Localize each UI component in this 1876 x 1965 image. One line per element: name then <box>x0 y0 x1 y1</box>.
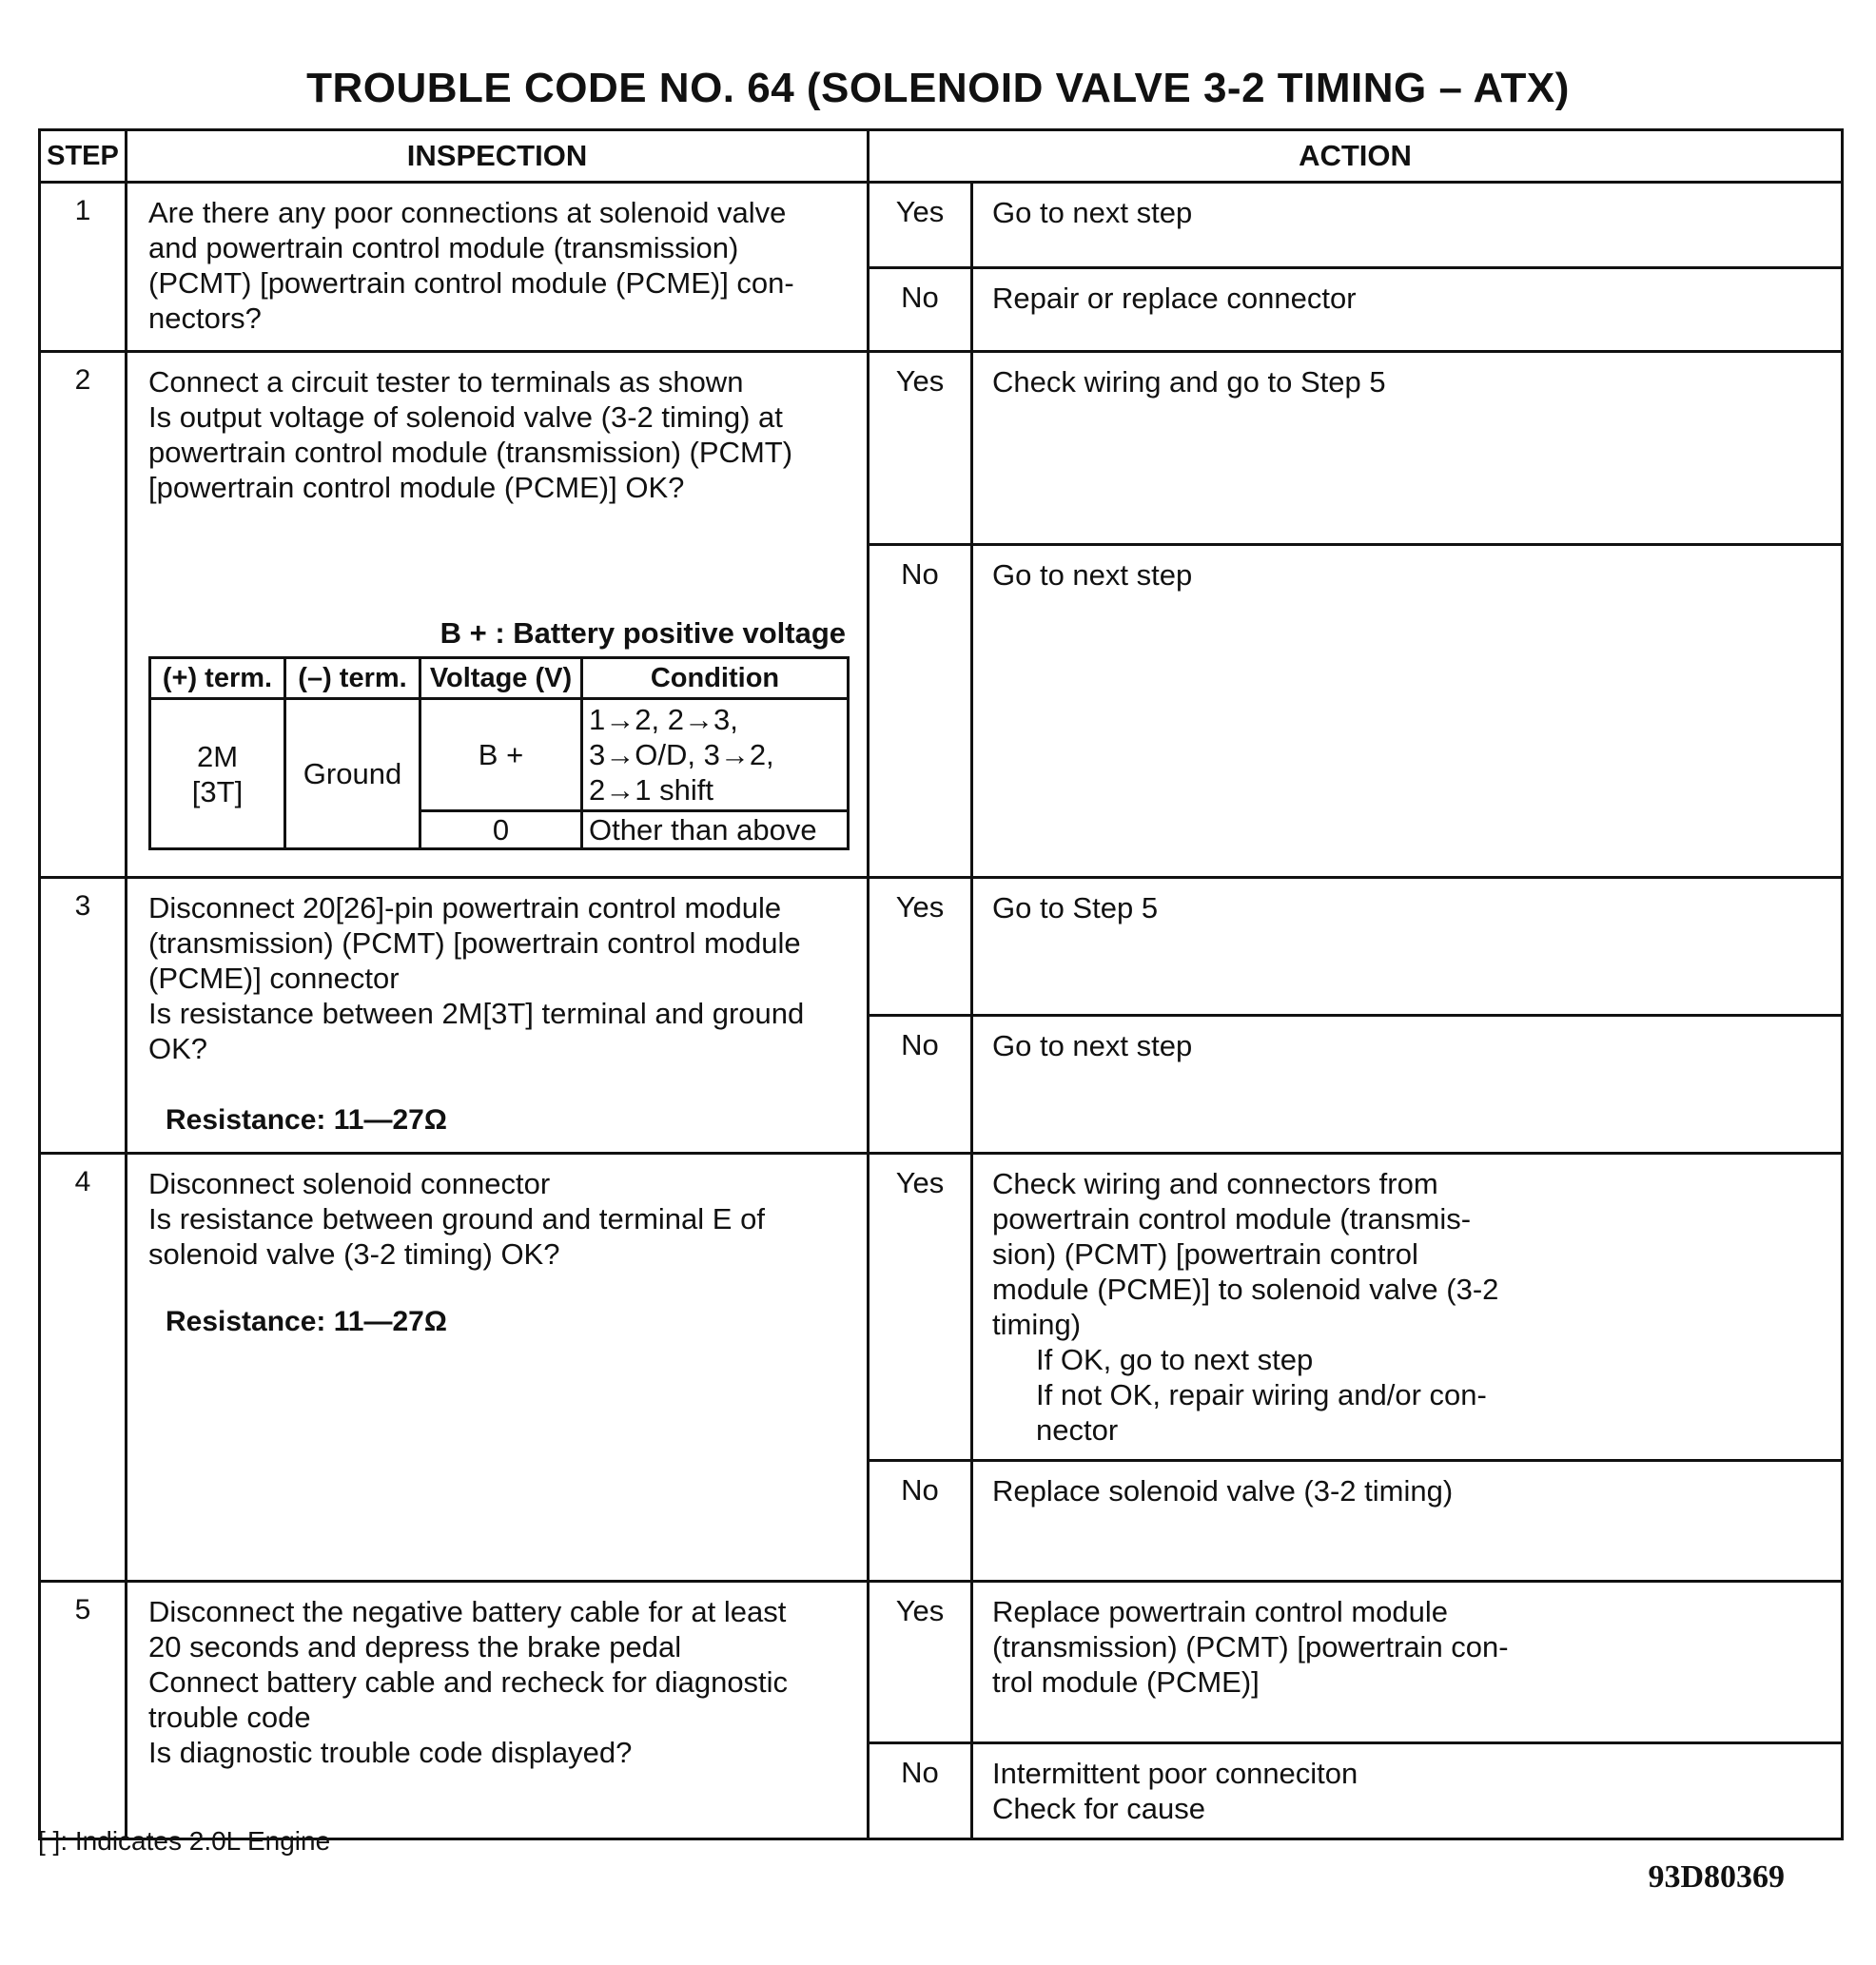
inspection-line: Disconnect solenoid connector <box>148 1167 551 1200</box>
figure-code: 93D80369 <box>1648 1859 1785 1895</box>
action-subline: If not OK, repair wiring and/or con- <box>1036 1378 1487 1411</box>
inspection-line: (transmission) (PCMT) [powertrain control module <box>148 926 801 960</box>
inspection-line: Is diagnostic trouble code displayed? <box>148 1736 633 1769</box>
yes-action <box>972 878 1843 1016</box>
step-3-inspection <box>127 878 869 1154</box>
action-subline: nector <box>1036 1413 1119 1447</box>
resistance-spec: Resistance: 11—27Ω <box>166 1104 447 1136</box>
voltage-header: Voltage (V) <box>420 658 582 699</box>
condition-line: 1→2, 2→3, <box>589 703 738 736</box>
inspection-line: Is resistance between 2M[3T] terminal and ground <box>148 997 805 1030</box>
action-line: Go to next step <box>992 558 1193 592</box>
action-line: Go to Step 5 <box>992 891 1159 924</box>
yes-label: Yes <box>869 1582 972 1743</box>
inspection-line: Disconnect the negative battery cable for at least <box>148 1595 787 1628</box>
action-line: Repair or replace connector <box>992 282 1357 315</box>
minus-term-cell: Ground <box>285 699 420 849</box>
voltage-cell: 0 <box>420 811 582 849</box>
voltage-row <box>150 699 849 811</box>
step-number: 4 <box>40 1154 127 1582</box>
condition-line: Other than above <box>589 813 817 846</box>
action-line: timing) <box>992 1308 1082 1341</box>
action-line: Replace solenoid valve (3-2 timing) <box>992 1474 1454 1508</box>
action-line: Check for cause <box>992 1792 1205 1825</box>
inspection-line: Connect a circuit tester to terminals as shown <box>148 365 744 399</box>
step-1-inspection <box>127 183 869 352</box>
no-label: No <box>869 1743 972 1839</box>
voltage-table-header <box>150 658 849 699</box>
inspection-line: (PCMT) [powertrain control module (PCME)] con- <box>148 266 794 300</box>
inspection-line: Connect battery cable and recheck for diagnostic <box>148 1665 789 1699</box>
inspection-line: (PCME)] connector <box>148 962 400 995</box>
footnote: [ ]: Indicates 2.0L Engine <box>38 1826 331 1856</box>
action-line: sion) (PCMT) [powertrain control <box>992 1237 1418 1271</box>
plus-term-header: (+) term. <box>150 658 285 699</box>
yes-label: Yes <box>869 183 972 268</box>
inspection-line: solenoid valve (3-2 timing) OK? <box>148 1237 560 1271</box>
diagnostic-table <box>38 128 1844 1840</box>
inspection-line: 20 seconds and depress the brake pedal <box>148 1630 682 1663</box>
condition-header: Condition <box>582 658 849 699</box>
step-4-yes-row <box>40 1154 1843 1461</box>
condition-line: 2→1 shift <box>589 773 713 807</box>
action-line: trol module (PCME)] <box>992 1665 1260 1699</box>
step-number: 3 <box>40 878 127 1154</box>
step-3-yes-row <box>40 878 1843 1016</box>
condition-cell <box>582 811 849 849</box>
terminal-value: [3T] <box>191 774 244 808</box>
action-header: ACTION <box>869 130 1843 183</box>
inspection-line: Is resistance between ground and terminal E of <box>148 1202 765 1235</box>
action-line: Replace powertrain control module <box>992 1595 1449 1628</box>
action-line: Go to next step <box>992 196 1193 229</box>
no-label: No <box>869 1461 972 1582</box>
no-action <box>972 1461 1843 1582</box>
voltage-cell: B + <box>420 699 582 811</box>
inspection-line: Disconnect 20[26]-pin powertrain control module <box>148 891 782 924</box>
no-action <box>972 1016 1843 1154</box>
step-number: 2 <box>40 352 127 878</box>
yes-action <box>972 1582 1843 1743</box>
action-line: Check wiring and connectors from <box>992 1167 1438 1200</box>
action-line: (transmission) (PCMT) [powertrain con- <box>992 1630 1509 1663</box>
step-5-yes-row <box>40 1582 1843 1743</box>
page-title: TROUBLE CODE NO. 64 (SOLENOID VALVE 3-2 TIMING – ATX) <box>306 65 1570 111</box>
no-label: No <box>869 545 972 878</box>
no-action <box>972 1743 1843 1839</box>
condition-cell <box>582 699 849 811</box>
yes-action <box>972 183 1843 268</box>
inspection-line: OK? <box>148 1032 208 1065</box>
battery-voltage-note: B + : Battery positive voltage <box>440 616 846 650</box>
yes-label: Yes <box>869 878 972 1016</box>
inspection-line: [powertrain control module (PCME)] OK? <box>148 471 685 504</box>
action-line: powertrain control module (transmis- <box>992 1202 1472 1235</box>
condition-line: 3→O/D, 3→2, <box>589 738 774 771</box>
inspection-line: nectors? <box>148 302 262 335</box>
header-row <box>40 130 1843 183</box>
no-label: No <box>869 268 972 352</box>
resistance-spec: Resistance: 11—27Ω <box>166 1306 447 1337</box>
action-line: Check wiring and go to Step 5 <box>992 365 1386 399</box>
action-line: Go to next step <box>992 1029 1193 1062</box>
no-label: No <box>869 1016 972 1154</box>
inspection-line: powertrain control module (transmission) (PCMT) <box>148 436 793 469</box>
minus-term-header: (–) term. <box>285 658 420 699</box>
inspection-line: trouble code <box>148 1701 311 1734</box>
step-number: 1 <box>40 183 127 352</box>
action-line: Intermittent poor conneciton <box>992 1757 1358 1790</box>
yes-label: Yes <box>869 1154 972 1461</box>
step-1-yes-row <box>40 183 1843 268</box>
step-4-inspection <box>127 1154 869 1582</box>
plus-term-cell <box>150 699 285 849</box>
terminal-value: 2M <box>196 739 239 773</box>
action-subline: If OK, go to next step <box>1036 1343 1314 1376</box>
yes-action <box>972 352 1843 545</box>
step-2-yes-row <box>40 352 1843 545</box>
yes-action <box>972 1154 1843 1461</box>
yes-label: Yes <box>869 352 972 545</box>
no-action <box>972 268 1843 352</box>
action-line: module (PCME)] to solenoid valve (3-2 <box>992 1273 1499 1306</box>
step-header: STEP <box>40 130 127 183</box>
step-2-inspection <box>127 352 869 878</box>
inspection-line: and powertrain control module (transmission) <box>148 231 739 264</box>
step-number: 5 <box>40 1582 127 1839</box>
step-5-inspection <box>127 1582 869 1839</box>
inspection-line: Is output voltage of solenoid valve (3-2 timing) at <box>148 400 783 434</box>
voltage-table <box>148 656 850 850</box>
no-action <box>972 545 1843 878</box>
inspection-header: INSPECTION <box>127 130 869 183</box>
inspection-line: Are there any poor connections at solenoid valve <box>148 196 787 229</box>
